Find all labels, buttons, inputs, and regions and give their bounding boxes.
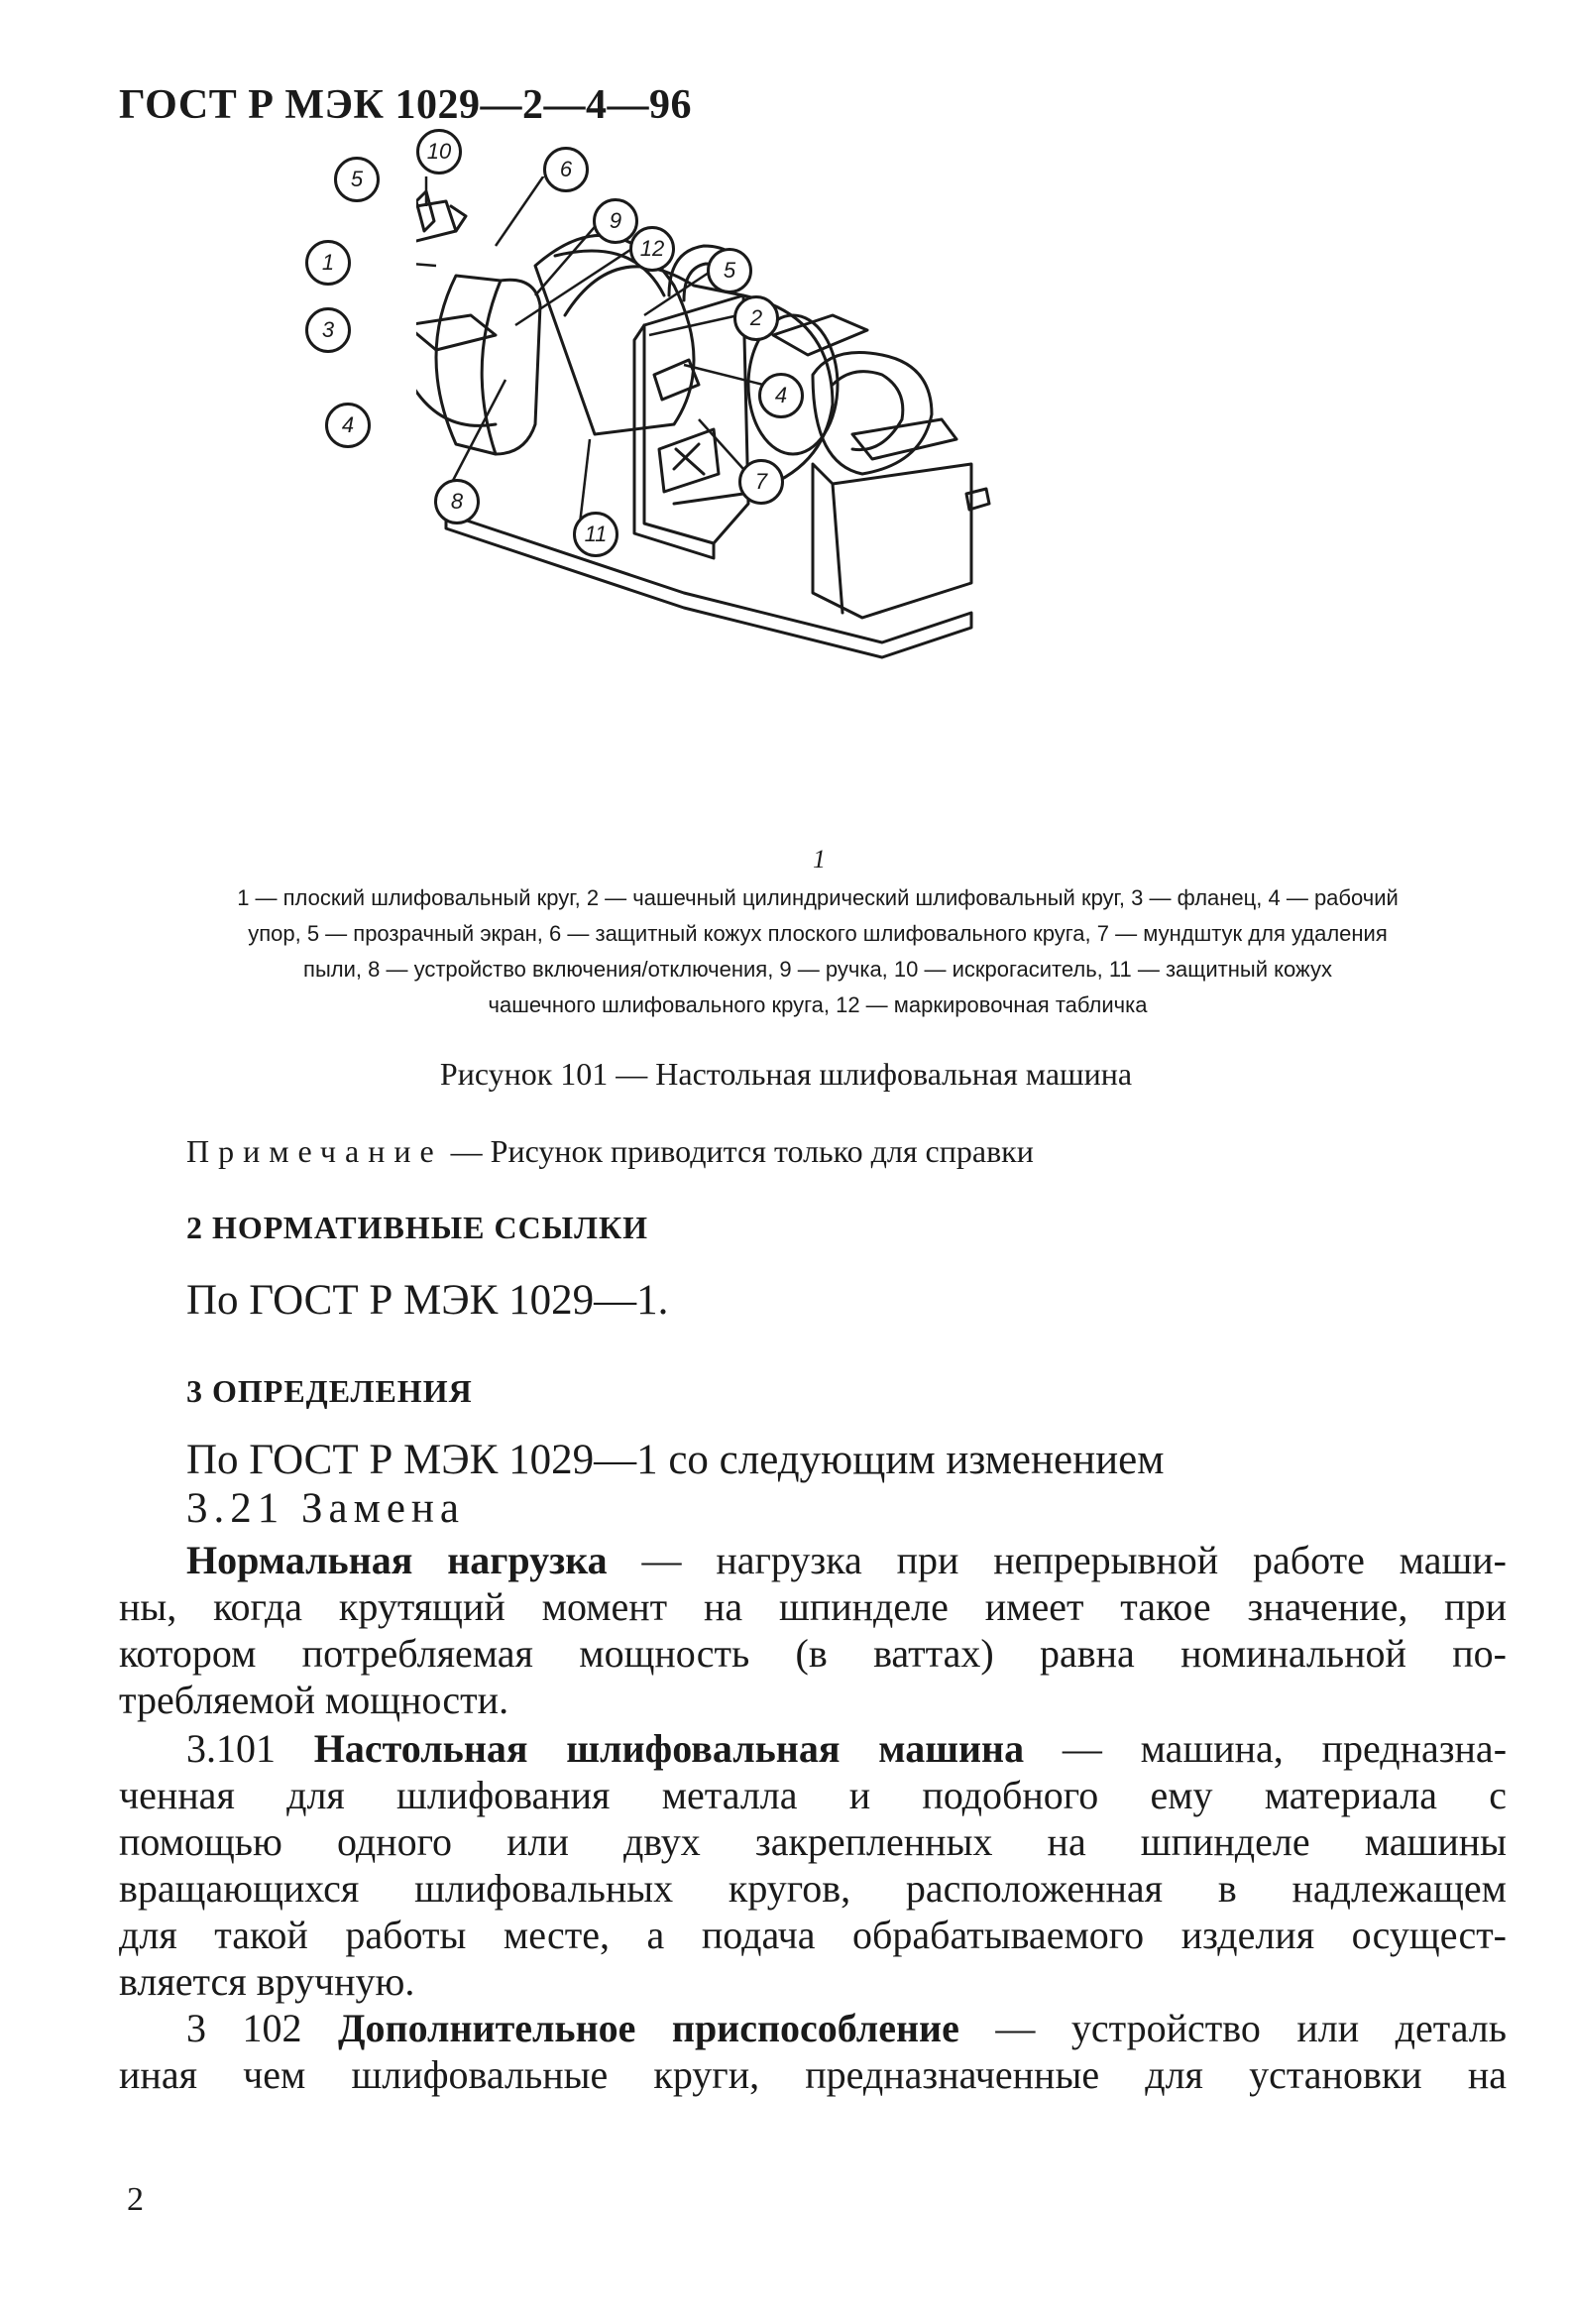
legend-line-3: пыли, 8 — устройство включения/отключения, 9 — ручка, 10 — искрогаситель, 11 — защитный кожух — [303, 957, 1332, 982]
callout-4-right: 4 — [758, 373, 804, 418]
definition-normal-load — [186, 1537, 1507, 1583]
callout-5-right: 5 — [707, 248, 752, 293]
document-header: ГОСТ Р МЭК 1029—2—4—96 — [119, 82, 692, 128]
def-3101-line-2: ченная для шлифования металла и подобного ему материала с — [119, 1773, 1507, 1817]
definition-normal-load-cont — [119, 1583, 1507, 1723]
section-3-heading: 3 ОПРЕДЕЛЕНИЯ — [186, 1373, 473, 1409]
callout-8: 8 — [434, 479, 480, 524]
legend-line-4: чашечного шлифовального круга, 12 — маркировочная табличка — [488, 992, 1148, 1017]
def-321-line-2: ны, когда крутящий момент на шпинделе имеет такое значение, при — [119, 1584, 1507, 1629]
legend-line-2: упор, 5 — прозрачный экран, 6 — защитный кожух плоского шлифовального круга, 7 — мундштук для удаления — [248, 921, 1388, 946]
definition-3101-cont — [119, 1772, 1507, 2005]
callout-1: 1 — [305, 240, 351, 286]
def-3102-line-2: иная чем шлифовальные круги, предназначенные для установки на — [119, 2052, 1507, 2097]
callout-11: 11 — [573, 512, 618, 557]
callout-9: 9 — [593, 198, 638, 244]
callout-4-left: 4 — [325, 403, 371, 448]
figure-legend — [119, 880, 1516, 1023]
def-3101-line-3: помощью одного или двух закрепленных на шпинделе машины — [119, 1819, 1507, 1864]
figure-note — [186, 1133, 1034, 1170]
definition-3101 — [186, 1725, 1507, 1772]
def-321-line-4: требляемой мощности. — [119, 1678, 509, 1722]
callout-10: 10 — [416, 129, 462, 174]
section-2-text: По ГОСТ Р МЭК 1029—1. — [186, 1277, 669, 1324]
def-3102-line-1: — устройство или деталь — [958, 2006, 1508, 2050]
def-3101-line-1: — машина, предназна- — [1024, 1726, 1508, 1771]
callout-7: 7 — [738, 459, 784, 505]
definition-3102 — [186, 2005, 1507, 2051]
def-3101-line-4: вращающихся шлифовальных кругов, расположенная в надлежащем — [119, 1866, 1507, 1911]
callout-layer — [321, 139, 1170, 841]
callout-3: 3 — [305, 307, 351, 353]
term-accessory: Дополнительное приспособление — [338, 2006, 959, 2050]
section-3-text: По ГОСТ Р МЭК 1029—1 со следующим изменением — [186, 1437, 1165, 1483]
section-2-heading: 2 НОРМАТИВНЫЕ ССЫЛКИ — [186, 1210, 649, 1245]
def-321-line-1: — нагрузка при непрерывной работе маши- — [607, 1538, 1507, 1582]
def-3101-line-6: вляется вручную. — [119, 1959, 415, 2004]
def-3101-line-5: для такой работы месте, а подача обрабатываемого изделия осущест- — [119, 1913, 1507, 1957]
callout-2: 2 — [733, 295, 779, 341]
note-text: — Рисунок приводится только для справки — [442, 1133, 1034, 1169]
bench-grinder-figure — [321, 139, 1170, 841]
section-3-sub: 3.21 Замена — [186, 1485, 466, 1532]
figure-number: 1 — [813, 845, 826, 873]
figure-caption: Рисунок 101 — Настольная шлифовальная машина — [439, 1056, 1133, 1092]
term-bench-grinder: Настольная шлифовальная машина — [313, 1726, 1025, 1771]
page-number: 2 — [127, 2181, 144, 2218]
callout-6: 6 — [543, 147, 589, 192]
legend-line-1: 1 — плоский шлифовальный круг, 2 — чашечный цилиндрический шлифовальный круг, 3 — фланец, 4 — рабочий — [237, 885, 1399, 910]
callout-5-left: 5 — [334, 157, 380, 202]
def-321-line-3: котором потребляемая мощность (в ваттах) равна номинальной по- — [119, 1631, 1507, 1676]
def-3101-number: 3.101 — [186, 1726, 314, 1771]
callout-12: 12 — [629, 226, 675, 272]
term-normal-load: Нормальная нагрузка — [186, 1538, 608, 1582]
note-label: Примечание — [186, 1133, 443, 1169]
def-3102-number: 3 102 — [186, 2006, 339, 2050]
definition-3102-cont — [119, 2051, 1507, 2098]
